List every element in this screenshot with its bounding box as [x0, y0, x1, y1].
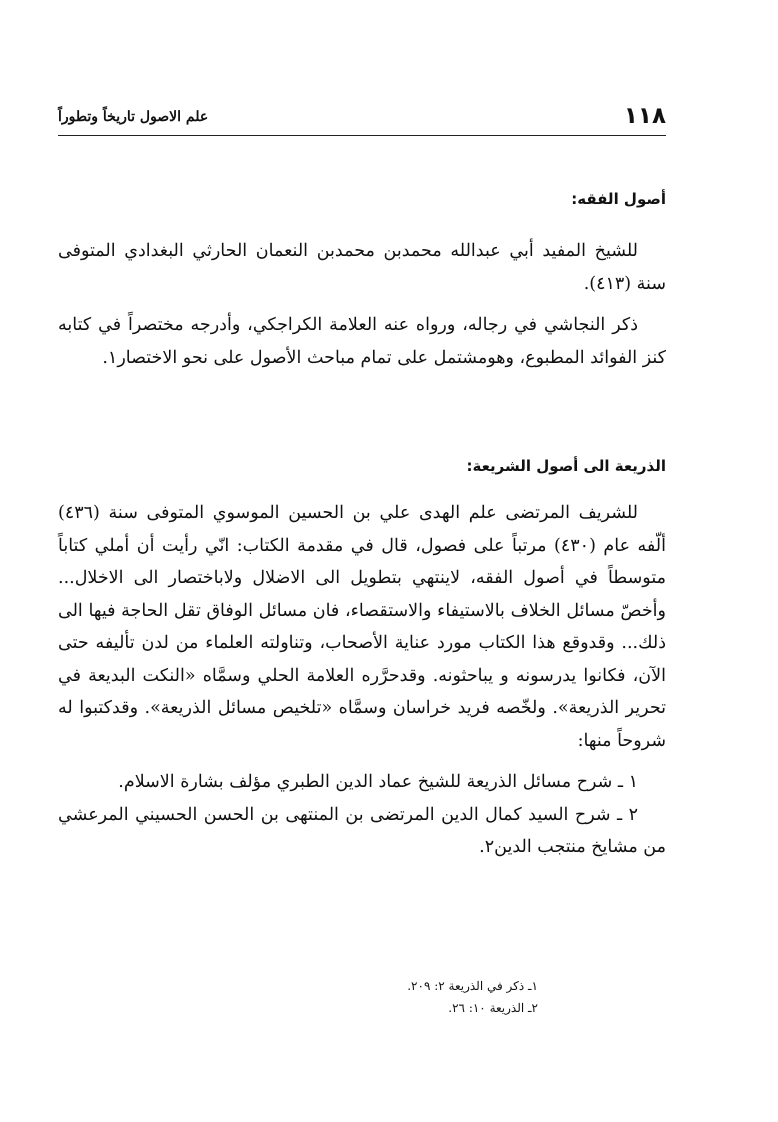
footnote: ١ـ ذكر في الذريعة ٢: ٢٠٩. [407, 979, 538, 993]
paragraph: ذكر النجاشي في رجاله، ورواه عنه العلامة الكراجكي، وأدرجه مختصراً في كتابه كنز الفوائد المطبوع، وهومشتمل على تمام مباحث الأصول على نحو الاختصار١. [58, 315, 666, 368]
section-body-usul-al-fiqh [58, 235, 666, 383]
section-heading-al-dhariah: الذريعة الى أصول الشريعة: [466, 457, 666, 475]
footnote: ٢ـ الذريعة ١٠: ٢٦. [448, 1001, 538, 1015]
section-heading-usul-al-fiqh: أصول الفقه: [571, 190, 666, 208]
paragraph: للشيخ المفيد أبي عبدالله محمدبن محمدبن النعمان الحارثي البغدادي المتوفى سنة (٤١٣). [58, 241, 666, 294]
footnotes [407, 975, 538, 1019]
section-body-al-dhariah [58, 497, 666, 864]
page-number: ١١٨ [623, 103, 666, 129]
running-header [58, 101, 666, 136]
paragraph: للشريف المرتضى علم الهدى علي بن الحسين الموسوي المتوفى سنة (٤٣٦) ألّفه عام (٤٣٠) مرتباً على فصول، قال في مقدمة الكتاب: انّي رأيت أن أملي كتاباً متوسطاً في أصول الفقه، لاينتهي بتطويل الى الاضلال ولاباختصار الى الاخلال... وأخصّ مسائل الخلاف بالاستيفاء والاستقصاء، فان مسائل الوفاق تقل الحاجة فيها الى ذلك... وقدوقع هذا الكتاب مورد عناية الأصحاب، وتناولته العلماء من لدن تأليفه حتى الآن، فكانوا يدرسونه و يباحثونه. وقدحرَّره العلامة الحلي وسمَّاه «النكت البديعة في تحرير الذريعة». ولخّصه فريد خراسان وسمَّاه «تلخيص مسائل الذريعة». وقدكتبوا له شروحاً منها: [58, 503, 666, 751]
running-title: علم الاصول تاريخاً وتطوراً [58, 109, 209, 125]
list-item: ٢ ـ شرح السيد كمال الدين المرتضى بن المنتهى بن الحسن الحسيني المرعشي من مشايخ منتجب الدين٢. [58, 804, 666, 857]
list-item: ١ ـ شرح مسائل الذريعة للشيخ عماد الدين الطبري مؤلف بشارة الاسلام. [118, 772, 638, 792]
